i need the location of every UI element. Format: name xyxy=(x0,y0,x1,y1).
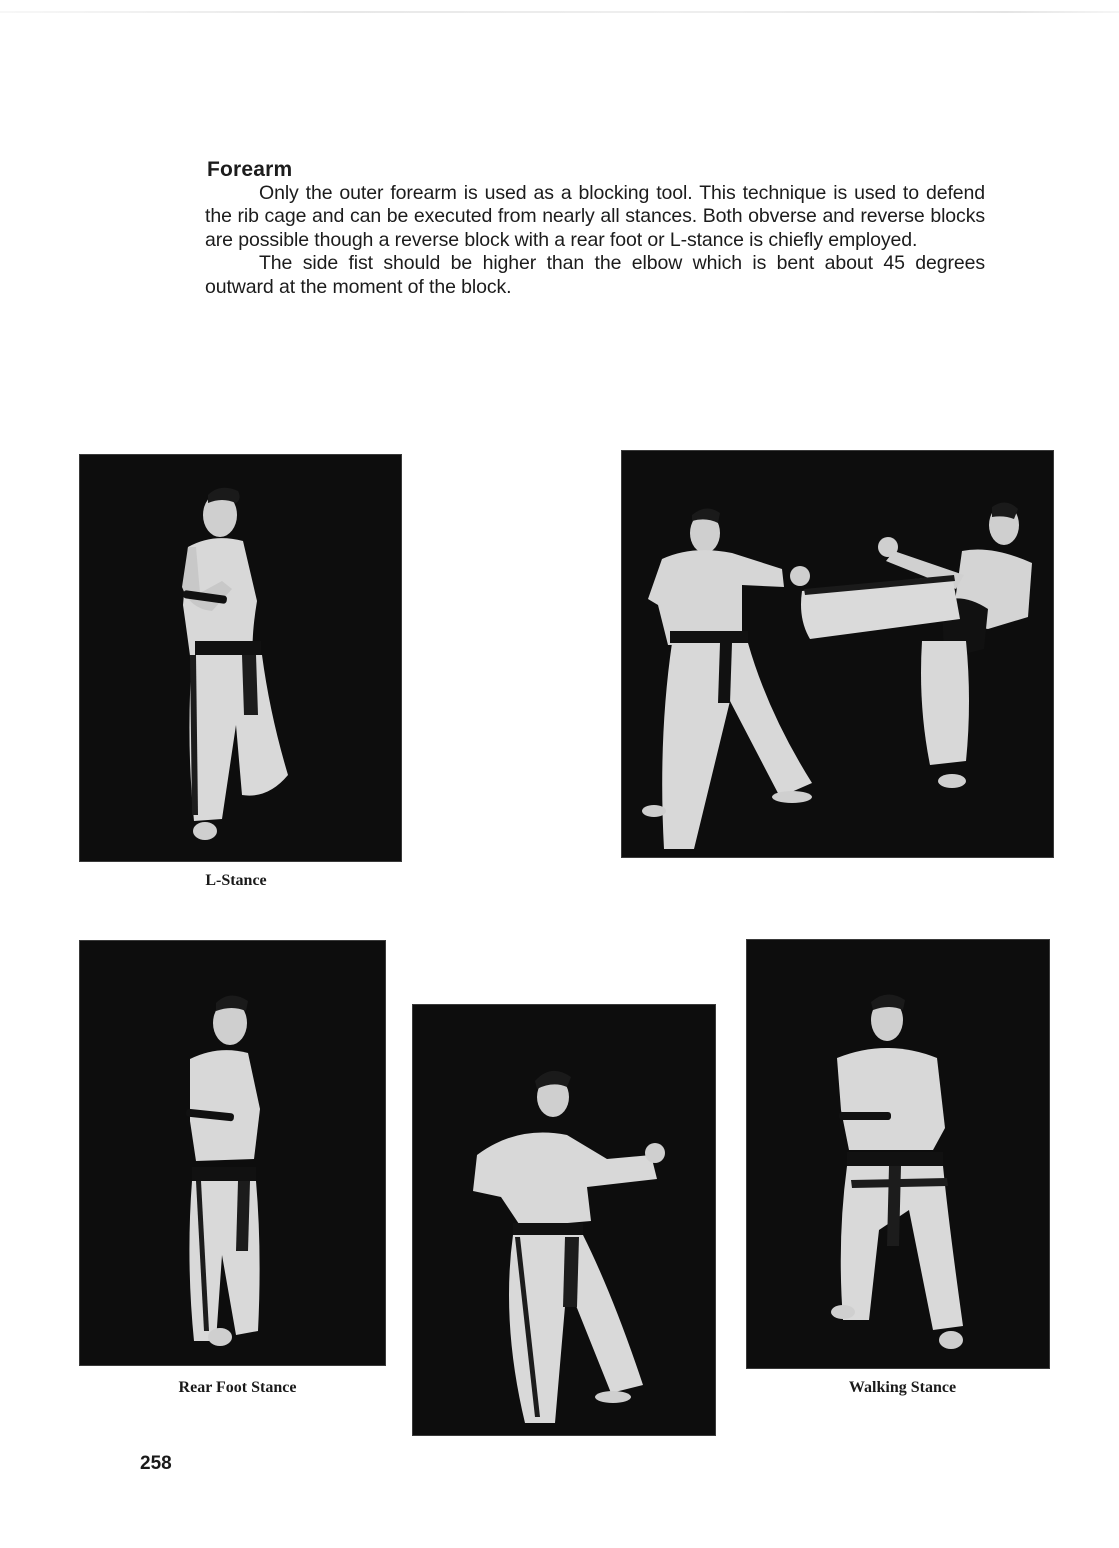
page-number: 258 xyxy=(140,1453,172,1474)
caption-walking-stance: Walking Stance xyxy=(848,1379,957,1396)
paragraph-2: The side fist should be higher than the elbow which is bent about 45 degrees outward at the moment of the block. xyxy=(205,252,985,298)
figure-silhouette-icon xyxy=(413,1005,715,1435)
figure-silhouette-icon xyxy=(80,941,385,1365)
scan-artifact-line xyxy=(0,11,1119,13)
photo-l-stance xyxy=(80,455,401,861)
figure-silhouette-icon xyxy=(80,455,401,861)
figures-sparring-icon xyxy=(622,451,1053,857)
caption-l-stance: L-Stance xyxy=(205,872,267,889)
photo-rear-foot-stance xyxy=(80,941,385,1365)
figure-silhouette-icon xyxy=(747,940,1049,1368)
photo-sparring xyxy=(622,451,1053,857)
caption-rear-foot-stance: Rear Foot Stance xyxy=(178,1379,297,1396)
photo-walking-stance xyxy=(747,940,1049,1368)
forearm-section xyxy=(205,158,985,299)
paragraph-1: Only the outer forearm is used as a blocking tool. This technique is used to defend the rib cage and can be executed from nearly all stances. Both obverse and reverse blocks are possible though a reverse block with a rear foot or L-stance is chiefly employed. xyxy=(205,182,985,251)
photo-side-view xyxy=(413,1005,715,1435)
section-heading: Forearm xyxy=(207,158,293,181)
